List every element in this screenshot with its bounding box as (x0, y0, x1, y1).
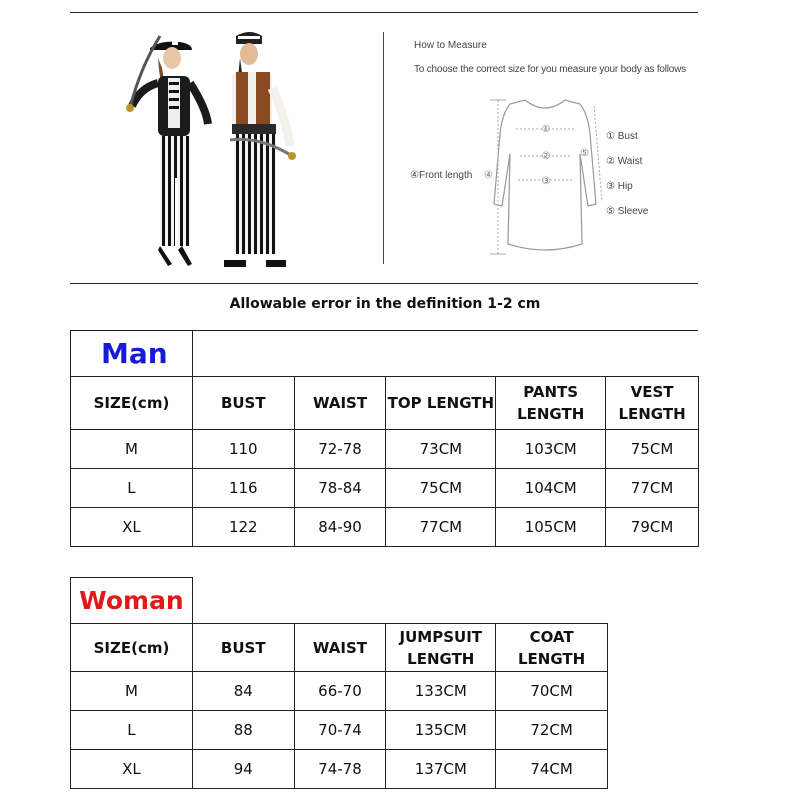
table-row (71, 430, 699, 469)
table-cell: 116 (192, 469, 294, 508)
table-cell: 84-90 (294, 508, 386, 547)
man-header: BUST (192, 377, 294, 430)
man-header: SIZE(cm) (71, 377, 193, 430)
woman-title: Woman (71, 578, 193, 624)
mid-divider (70, 283, 698, 284)
table-cell: 75CM (606, 430, 699, 469)
marker-1: ① (541, 124, 551, 135)
table-cell: 88 (192, 711, 294, 750)
table-row (71, 672, 608, 711)
table-cell: XL (71, 508, 193, 547)
how-to-measure-panel (400, 34, 700, 274)
table-cell: L (71, 711, 193, 750)
table-cell: 122 (192, 508, 294, 547)
table-cell: 74-78 (294, 750, 386, 789)
table-cell: 75CM (386, 469, 496, 508)
top-divider (70, 12, 698, 13)
marker-3: ③ (541, 176, 551, 187)
table-cell: XL (71, 750, 193, 789)
marker-5: ⑤ (580, 148, 589, 159)
table-cell: M (71, 672, 193, 711)
table-cell: 66-70 (294, 672, 386, 711)
man-title-blank (192, 331, 698, 377)
marker-2: ② (541, 151, 551, 162)
man-title: Man (71, 331, 193, 377)
dress-diagram (480, 94, 610, 264)
legend-waist: ② Waist (606, 156, 643, 167)
measure-legend (606, 124, 648, 224)
table-cell: 72CM (496, 711, 608, 750)
table-row (71, 711, 608, 750)
man-header: PANTS LENGTH (496, 377, 606, 430)
table-cell: 133CM (386, 672, 496, 711)
table-cell: 70-74 (294, 711, 386, 750)
table-cell: 72-78 (294, 430, 386, 469)
table-cell: 104CM (496, 469, 606, 508)
table-row (71, 469, 699, 508)
table-row (71, 508, 699, 547)
table-cell: 137CM (386, 750, 496, 789)
legend-hip: ③ Hip (606, 181, 633, 192)
woman-header: SIZE(cm) (71, 624, 193, 672)
legend-sleeve: ⑤ Sleeve (606, 206, 649, 217)
allowable-error-note: Allowable error in the definition 1-2 cm (229, 296, 541, 312)
legend-bust: ① Bust (606, 131, 638, 142)
table-cell: 77CM (386, 508, 496, 547)
table-cell: 84 (192, 672, 294, 711)
man-size-table (70, 330, 699, 547)
vertical-divider (383, 32, 384, 264)
table-cell: 79CM (606, 508, 699, 547)
table-cell: 105CM (496, 508, 606, 547)
table-cell: 74CM (496, 750, 608, 789)
table-cell: L (71, 469, 193, 508)
woman-title-blank (192, 578, 607, 624)
woman-header: WAIST (294, 624, 386, 672)
measure-subtitle: To choose the correct size for you measure your body as follows (414, 64, 686, 75)
man-header: TOP LENGTH (386, 377, 496, 430)
table-cell: M (71, 430, 193, 469)
table-cell: 135CM (386, 711, 496, 750)
woman-figure (126, 36, 208, 266)
table-cell: 78-84 (294, 469, 386, 508)
woman-header: BUST (192, 624, 294, 672)
costume-photo (120, 28, 320, 273)
table-cell: 77CM (606, 469, 699, 508)
table-cell: 94 (192, 750, 294, 789)
table-cell: 70CM (496, 672, 608, 711)
man-header: VEST LENGTH (606, 377, 699, 430)
marker-4: ④ (484, 170, 493, 181)
table-cell: 110 (192, 430, 294, 469)
measure-title: How to Measure (414, 40, 487, 51)
woman-header: COAT LENGTH (496, 624, 608, 672)
woman-header: JUMPSUIT LENGTH (386, 624, 496, 672)
woman-size-table (70, 577, 608, 789)
man-figure (224, 32, 296, 267)
table-cell: 103CM (496, 430, 606, 469)
front-length-label: ④Front length (410, 170, 473, 181)
table-cell: 73CM (386, 430, 496, 469)
man-header: WAIST (294, 377, 386, 430)
table-row (71, 750, 608, 789)
